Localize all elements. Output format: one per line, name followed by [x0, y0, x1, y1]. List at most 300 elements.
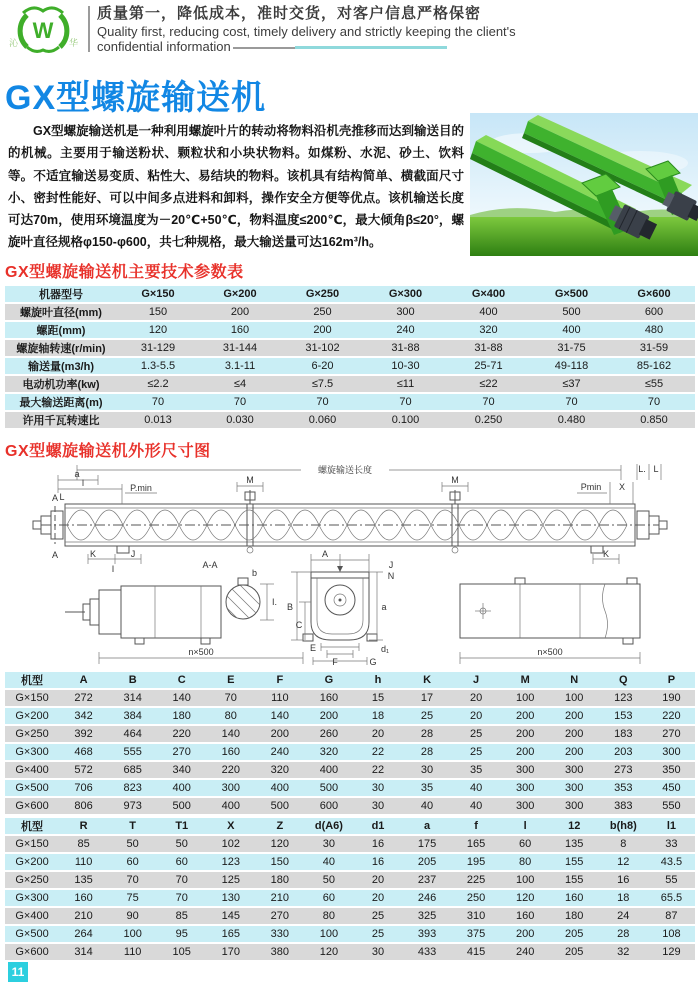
data-cell: 70	[108, 872, 157, 888]
data-cell: 135	[59, 872, 108, 888]
slogan-underline-gray	[233, 47, 295, 49]
label-pmin-right: Pmin	[580, 482, 602, 492]
data-cell: 20	[353, 890, 402, 906]
table-row	[5, 708, 695, 724]
row-header-cell: G×150	[5, 836, 59, 852]
data-cell: 400	[255, 780, 304, 796]
data-cell: 480	[613, 322, 695, 338]
data-cell: 300	[501, 780, 550, 796]
data-cell: 823	[108, 780, 157, 796]
data-cell: 300	[550, 762, 599, 778]
data-cell: 180	[550, 908, 599, 924]
column-header: d1	[353, 818, 402, 834]
data-cell: 24	[599, 908, 648, 924]
page-header	[0, 0, 700, 58]
label-d1-dim: d₁	[381, 644, 390, 654]
table-row	[5, 304, 695, 320]
label-E-dim: E	[309, 643, 317, 653]
shaft-section-view	[217, 578, 274, 634]
data-cell: 314	[59, 944, 108, 960]
data-cell: 20	[353, 872, 402, 888]
table-row	[5, 836, 695, 852]
row-header-cell: 输送量(m3/h)	[5, 358, 117, 374]
row-header-cell: G×150	[5, 690, 59, 706]
slogan-english-text: confidential information	[97, 39, 231, 55]
slogan-chinese: 质量第一，降低成本，准时交货，对客户信息严格保密	[97, 5, 482, 22]
data-cell: 400	[530, 322, 613, 338]
column-header: M	[501, 672, 550, 688]
data-cell: 110	[108, 944, 157, 960]
data-cell: 70	[157, 890, 206, 906]
data-cell: 100	[501, 690, 550, 706]
data-cell: 50	[157, 836, 206, 852]
data-cell: 464	[108, 726, 157, 742]
data-cell: 393	[403, 926, 452, 942]
data-cell: 60	[108, 854, 157, 870]
data-cell: 25	[353, 908, 402, 924]
data-cell: 500	[255, 798, 304, 814]
column-header: 12	[550, 818, 599, 834]
data-cell: 200	[501, 926, 550, 942]
data-cell: 400	[304, 762, 353, 778]
data-cell: 125	[206, 872, 255, 888]
label-B-dim: B	[286, 602, 294, 612]
column-header: 机型	[5, 672, 59, 688]
data-cell: 70	[613, 394, 695, 410]
data-cell: 310	[452, 908, 501, 924]
column-header: N	[550, 672, 599, 688]
column-header: G×400	[447, 286, 530, 302]
row-header-cell: 螺距(mm)	[5, 322, 117, 338]
data-cell: 80	[206, 708, 255, 724]
column-header: E	[206, 672, 255, 688]
data-cell: 123	[206, 854, 255, 870]
data-cell: 200	[501, 708, 550, 724]
data-cell: 100	[304, 926, 353, 942]
photo-grass	[470, 217, 698, 256]
data-cell: 160	[206, 744, 255, 760]
dimension-diagram	[5, 460, 695, 666]
dims-table-2	[5, 816, 695, 962]
row-header-cell: G×400	[5, 908, 59, 924]
data-cell: 87	[648, 908, 695, 924]
data-cell: 160	[501, 908, 550, 924]
data-cell: 30	[403, 762, 452, 778]
table-row	[5, 744, 695, 760]
data-cell: 0.480	[530, 412, 613, 428]
column-header: G×200	[199, 286, 281, 302]
label-A-dim: A	[321, 549, 329, 559]
label-m2: M	[451, 475, 459, 485]
data-cell: 225	[452, 872, 501, 888]
data-cell: 220	[206, 762, 255, 778]
data-cell: 70	[364, 394, 447, 410]
data-cell: 200	[255, 726, 304, 742]
data-cell: 165	[206, 926, 255, 942]
data-cell: 80	[501, 854, 550, 870]
data-cell: 246	[403, 890, 452, 906]
data-cell: 300	[648, 744, 695, 760]
slogan-english-line1: Quality first, reducing cost, timely delivery and strictly keeping the client's	[97, 23, 516, 39]
label-k-right: K	[602, 549, 610, 559]
data-cell: 18	[353, 708, 402, 724]
data-cell: 500	[157, 798, 206, 814]
data-cell: 40	[403, 798, 452, 814]
data-cell: 25	[452, 726, 501, 742]
data-cell: 600	[613, 304, 695, 320]
data-cell: 30	[353, 780, 402, 796]
data-cell: 18	[599, 890, 648, 906]
label-G-dim: G	[369, 657, 377, 666]
column-header: l1	[648, 818, 695, 834]
row-header-cell: 螺旋叶直径(mm)	[5, 304, 117, 320]
data-cell: 20	[452, 708, 501, 724]
dims-table-1	[5, 670, 695, 816]
data-cell: 135	[550, 836, 599, 852]
row-header-cell: G×600	[5, 798, 59, 814]
column-header: J	[452, 672, 501, 688]
table-row	[5, 926, 695, 942]
row-header-cell: G×300	[5, 744, 59, 760]
data-cell: 0.060	[281, 412, 364, 428]
data-cell: 500	[304, 780, 353, 796]
data-cell: 973	[108, 798, 157, 814]
data-cell: 95	[157, 926, 206, 942]
data-cell: 120	[117, 322, 199, 338]
column-header: f	[452, 818, 501, 834]
data-cell: 40	[452, 780, 501, 796]
data-cell: 806	[59, 798, 108, 814]
label-L-right2: L	[653, 464, 659, 474]
data-cell: 500	[530, 304, 613, 320]
data-cell: 33	[648, 836, 695, 852]
data-cell: ≤7.5	[281, 376, 364, 392]
data-cell: 0.850	[613, 412, 695, 428]
column-header: G×250	[281, 286, 364, 302]
data-cell: 40	[304, 854, 353, 870]
data-cell: 20	[353, 726, 402, 742]
data-cell: 300	[206, 780, 255, 796]
data-cell: 85	[59, 836, 108, 852]
data-cell: 25	[353, 926, 402, 942]
data-cell: ≤4	[199, 376, 281, 392]
data-cell: 270	[648, 726, 695, 742]
data-cell: 49-118	[530, 358, 613, 374]
row-header-cell: 螺旋轴转速(r/min)	[5, 340, 117, 356]
data-cell: 8	[599, 836, 648, 852]
data-cell: 150	[255, 854, 304, 870]
data-cell: 240	[364, 322, 447, 338]
product-description: GX型螺旋输送机是一种利用螺旋叶片的转动将物料沿机壳推移而达到输送目的的机械。主要用于输送粉状、颗粒状和小块状物料。如煤粉、水泥、砂土、饮料等。不适宜输送易变质、粘性大、易结块的物料。该机具有结构简单、横截面尺寸小、密封性能好、可以中间多点进料和卸料，操作安全方便等优点。该机输送长度可达70m，使用环境温度为－20℃+50℃，物料温度≤200℃，最大倾角β≤20°，螺旋叶直径规格φ150-φ600，共七种规格，最大输送量可达162m³/h。	[8, 124, 464, 250]
data-cell: 31-129	[117, 340, 199, 356]
row-header-cell: G×250	[5, 726, 59, 742]
data-cell: 50	[304, 872, 353, 888]
data-cell: 205	[550, 926, 599, 942]
table-header-row	[5, 818, 695, 834]
data-cell: 210	[59, 908, 108, 924]
conveyor-side-view	[33, 490, 667, 553]
data-cell: 320	[447, 322, 530, 338]
label-L-left: L	[59, 492, 65, 502]
data-cell: 250	[452, 890, 501, 906]
data-cell: 250	[281, 304, 364, 320]
data-cell: 22	[353, 762, 402, 778]
data-cell: 314	[108, 690, 157, 706]
data-cell: 70	[199, 394, 281, 410]
data-cell: 108	[648, 926, 695, 942]
data-cell: 85-162	[613, 358, 695, 374]
label-x: X	[618, 482, 626, 492]
data-cell: 110	[59, 854, 108, 870]
data-cell: 300	[501, 798, 550, 814]
data-cell: 60	[501, 836, 550, 852]
data-cell: 175	[403, 836, 452, 852]
data-cell: 353	[599, 780, 648, 796]
data-cell: 60	[157, 854, 206, 870]
label-pmin-left: P.min	[130, 483, 152, 493]
label-section-a-bottom: A	[51, 550, 59, 560]
label-i-dim: I.	[272, 597, 278, 607]
column-header: l	[501, 818, 550, 834]
data-cell: 300	[550, 798, 599, 814]
data-cell: 70	[530, 394, 613, 410]
table-row	[5, 872, 695, 888]
data-cell: 273	[599, 762, 648, 778]
data-cell: 260	[304, 726, 353, 742]
data-cell: 205	[403, 854, 452, 870]
data-cell: 0.030	[199, 412, 281, 428]
column-header: X	[206, 818, 255, 834]
data-cell: 450	[648, 780, 695, 796]
data-cell: 130	[206, 890, 255, 906]
data-cell: 392	[59, 726, 108, 742]
data-cell: 35	[403, 780, 452, 796]
column-header: R	[59, 818, 108, 834]
table-row	[5, 376, 695, 392]
table-row	[5, 798, 695, 814]
data-cell: 300	[364, 304, 447, 320]
table-row	[5, 394, 695, 410]
data-cell: 28	[403, 726, 452, 742]
row-header-cell: G×200	[5, 708, 59, 724]
data-cell: 210	[255, 890, 304, 906]
data-cell: 10-30	[364, 358, 447, 374]
data-cell: 240	[501, 944, 550, 960]
table-row	[5, 726, 695, 742]
data-cell: 12	[599, 854, 648, 870]
slogan-underline-teal	[295, 46, 447, 49]
data-cell: 400	[157, 780, 206, 796]
data-cell: 75	[108, 890, 157, 906]
data-cell: 145	[206, 908, 255, 924]
data-cell: 31-88	[364, 340, 447, 356]
data-cell: 400	[206, 798, 255, 814]
data-cell: 375	[452, 926, 501, 942]
row-header-cell: G×300	[5, 890, 59, 906]
data-cell: 40	[452, 798, 501, 814]
data-cell: 200	[304, 708, 353, 724]
diagram-labels	[52, 464, 659, 666]
data-cell: 105	[157, 944, 206, 960]
data-cell: 0.013	[117, 412, 199, 428]
data-cell: 17	[403, 690, 452, 706]
data-cell: 272	[59, 690, 108, 706]
data-cell: 270	[255, 908, 304, 924]
logo-left-char: 沁	[9, 38, 19, 48]
data-cell: 32	[599, 944, 648, 960]
label-n500-right: n×500	[537, 647, 563, 657]
data-cell: 100	[108, 926, 157, 942]
data-cell: 300	[550, 780, 599, 796]
column-header: G×600	[613, 286, 695, 302]
label-section-aa: A-A	[202, 560, 218, 570]
data-cell: 160	[199, 322, 281, 338]
data-cell: 16	[599, 872, 648, 888]
data-cell: 22	[353, 744, 402, 760]
params-section-title: GX型螺旋输送机主要技术参数表	[5, 264, 244, 281]
data-cell: 25	[403, 708, 452, 724]
data-cell: 203	[599, 744, 648, 760]
table-row	[5, 690, 695, 706]
data-cell: 240	[255, 744, 304, 760]
header-divider	[88, 6, 90, 52]
data-cell: 320	[255, 762, 304, 778]
column-header: F	[255, 672, 304, 688]
column-header: Z	[255, 818, 304, 834]
data-cell: 400	[447, 304, 530, 320]
row-header-cell: 最大输送距离(m)	[5, 394, 117, 410]
data-cell: 110	[255, 690, 304, 706]
column-header: d(A6)	[304, 818, 353, 834]
logo-right-char: 华	[69, 38, 79, 48]
data-cell: 384	[108, 708, 157, 724]
data-cell: 433	[403, 944, 452, 960]
data-cell: 35	[452, 762, 501, 778]
data-cell: 123	[599, 690, 648, 706]
data-cell: 70	[117, 394, 199, 410]
label-b: b	[252, 568, 258, 578]
data-cell: 153	[599, 708, 648, 724]
data-cell: 200	[281, 322, 364, 338]
data-cell: ≤37	[530, 376, 613, 392]
column-header: a	[403, 818, 452, 834]
data-cell: 270	[157, 744, 206, 760]
data-cell: 65.5	[648, 890, 695, 906]
slogan-english-line2	[97, 39, 577, 55]
data-cell: 195	[452, 854, 501, 870]
table-row	[5, 908, 695, 924]
label-j-left: J	[130, 549, 136, 559]
data-cell: 320	[304, 744, 353, 760]
table-header-row	[5, 286, 695, 302]
column-header: b(h8)	[599, 818, 648, 834]
label-l: l	[82, 478, 84, 488]
column-header: G×150	[117, 286, 199, 302]
data-cell: 31-144	[199, 340, 281, 356]
data-cell: 160	[59, 890, 108, 906]
column-header: h	[353, 672, 402, 688]
row-header-cell: G×600	[5, 944, 59, 960]
data-cell: 190	[648, 690, 695, 706]
data-cell: 70	[206, 690, 255, 706]
data-cell: 237	[403, 872, 452, 888]
dimension-lines-top	[58, 464, 661, 564]
label-section-a-top: A	[51, 493, 59, 503]
data-cell: 183	[599, 726, 648, 742]
data-cell: 102	[206, 836, 255, 852]
data-cell: 600	[304, 798, 353, 814]
data-cell: 120	[255, 836, 304, 852]
data-cell: 468	[59, 744, 108, 760]
data-cell: 30	[304, 836, 353, 852]
company-logo-icon	[3, 2, 83, 56]
data-cell: 160	[550, 890, 599, 906]
data-cell: 415	[452, 944, 501, 960]
column-header: Q	[599, 672, 648, 688]
column-header: T1	[157, 818, 206, 834]
label-conveying-length: 螺旋输送长度	[317, 465, 373, 475]
logo-monogram: W	[32, 18, 54, 43]
data-cell: 30	[353, 944, 402, 960]
data-cell: 380	[255, 944, 304, 960]
column-header: T	[108, 818, 157, 834]
data-cell: 685	[108, 762, 157, 778]
data-cell: 16	[353, 854, 402, 870]
data-cell: ≤22	[447, 376, 530, 392]
data-cell: 165	[452, 836, 501, 852]
column-header: G×300	[364, 286, 447, 302]
dims-section-title: GX型螺旋输送机外形尺寸图	[5, 443, 211, 460]
data-cell: 200	[550, 726, 599, 742]
data-cell: 30	[353, 798, 402, 814]
table-header-row	[5, 672, 695, 688]
data-cell: 300	[501, 762, 550, 778]
label-i-left: I	[111, 564, 115, 574]
data-cell: 200	[501, 726, 550, 742]
label-a-dim: a	[381, 602, 387, 612]
data-cell: 0.100	[364, 412, 447, 428]
data-cell: 100	[550, 690, 599, 706]
column-header: 机器型号	[5, 286, 117, 302]
data-cell: 85	[157, 908, 206, 924]
page-number-badge: 11	[8, 962, 28, 982]
row-header-cell: 许用千瓦转速比	[5, 412, 117, 428]
data-cell: 140	[157, 690, 206, 706]
data-cell: 325	[403, 908, 452, 924]
data-cell: 70	[281, 394, 364, 410]
column-header: K	[403, 672, 452, 688]
data-cell: 220	[157, 726, 206, 742]
trough-cross-section	[291, 554, 383, 665]
data-cell: 31-75	[530, 340, 613, 356]
data-cell: ≤11	[364, 376, 447, 392]
label-C-dim: C	[295, 620, 303, 630]
label-a: a	[74, 469, 80, 479]
data-cell: 120	[501, 890, 550, 906]
column-header: 机型	[5, 818, 59, 834]
params-table	[5, 284, 695, 430]
data-cell: 90	[108, 908, 157, 924]
row-header-cell: G×500	[5, 926, 59, 942]
data-cell: 180	[255, 872, 304, 888]
data-cell: 16	[353, 836, 402, 852]
table-row	[5, 780, 695, 796]
data-cell: 555	[108, 744, 157, 760]
row-header-cell: 电动机功率(kw)	[5, 376, 117, 392]
data-cell: 220	[648, 708, 695, 724]
data-cell: 100	[501, 872, 550, 888]
data-cell: 160	[304, 690, 353, 706]
